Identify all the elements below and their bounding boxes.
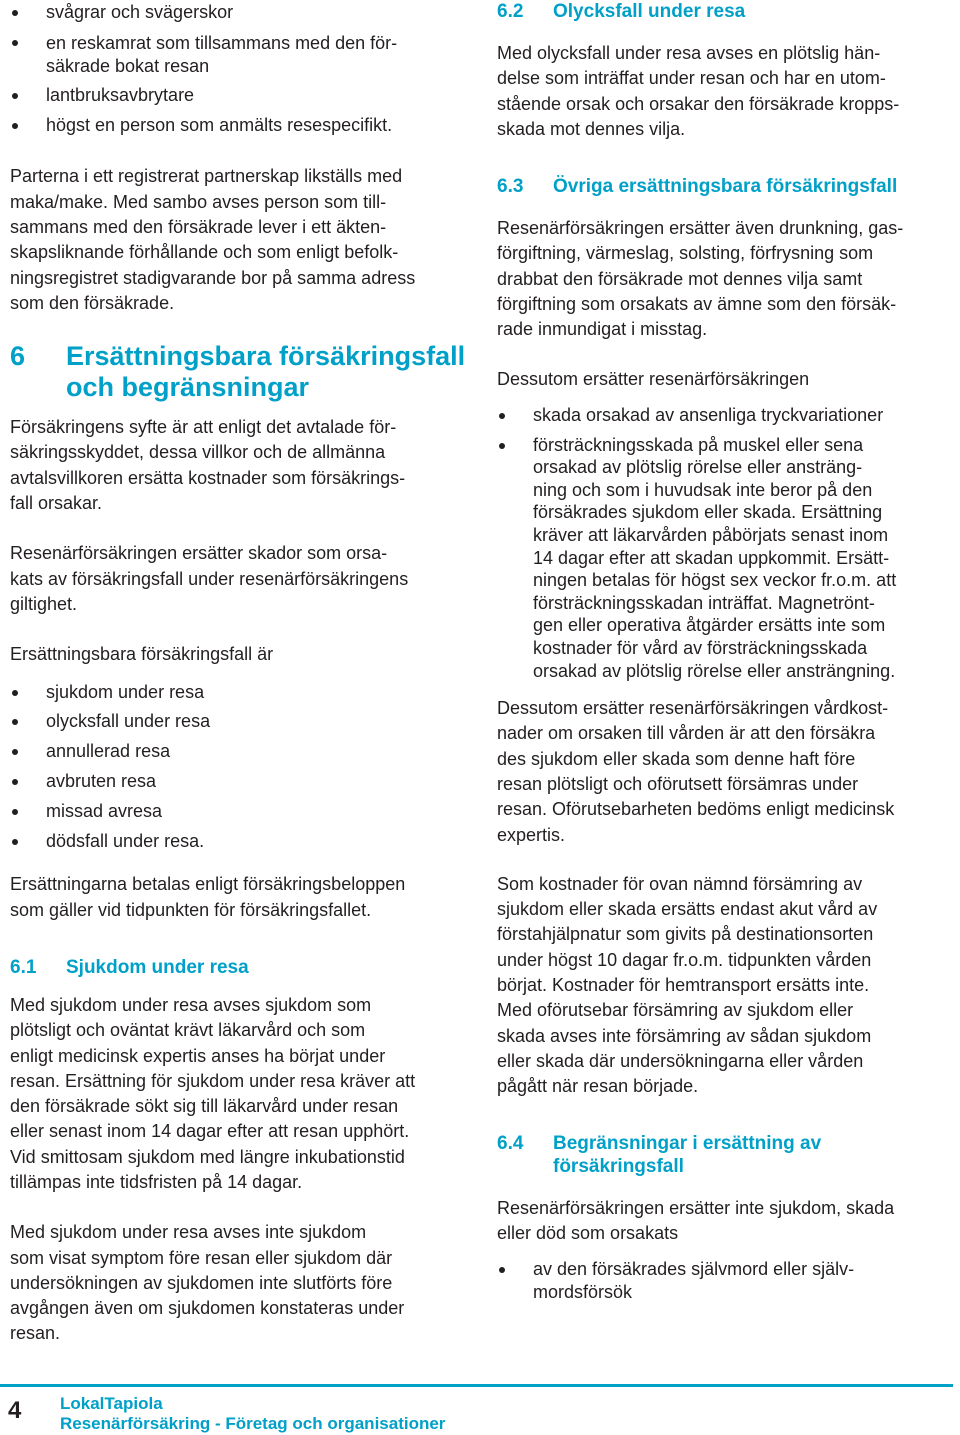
list-item: sjukdom under resa — [10, 678, 472, 708]
list-item: högst en person som anmälts resespecifikt. — [10, 111, 472, 141]
list-item: annullerad resa — [10, 737, 472, 767]
list-item: en reskamrat som tillsammans med den för- säkrade bokat resan — [10, 28, 472, 81]
section-6-1-heading — [10, 956, 472, 979]
section-6-2-text: Med olycksfall under resa avses en plötslig hän- delse som inträffat under resan och har en utom- stående orsak och orsakar den försäkrade kropps- skada mot dennes vilja. — [497, 43, 900, 139]
footer-title — [60, 1394, 445, 1434]
section-6-3-text: Resenärförsäkringen ersätter även drunkning, gas- förgiftning, värmeslag, solsting, förfrysning som drabbat den försäkrade mot dennes vilja samt förgiftning som orsakats av ämne som den försäk- rade inmundigat i misstag. — [497, 218, 904, 340]
limitations-list — [497, 1258, 953, 1303]
section-6-4-heading — [497, 1132, 953, 1178]
section-6-purpose: Försäkringens syfte är att enligt det avtalade för- säkringsskyddet, dessa villkor och de allmänna avtalsvillkoren ersätta kostnader som försäkrings- fall orsakar. — [10, 417, 406, 514]
list-item: försträckningsskada på muskel eller sena orsakad av plötslig rörelse eller ansträng- ning och som i huvudsak inte beror på den försäkrades sjukdom eller skada. Ersättning kräver att läkarvården påbörjats senast inom 14 dagar efter att skadan uppkommit. Ersätt- ningen betalas för högst sex veckor fr.o.m. att försträckningsskadan inträffat. Magnetrönt- gen eller operativa åtgärder ersätts inte som kostnader för vård av försträckningsskada orsakad av plötslig rörelse eller ansträngning. — [497, 434, 953, 683]
section-6-scope: Resenärförsäkringen ersätter skador som orsa- kats av försäkringsfall under resenärförsäkringens giltighet. — [10, 543, 409, 614]
section-6-3-heading — [497, 175, 953, 198]
section-6-1-text: Med sjukdom under resa avses sjukdom som plötsligt och oväntat krävt läkarvård och som enligt medicinsk expertis anses ha börjat under resan. Ersättning för sjukdom under resa kräver att den försäkrade sökt sig till läkarvård under resan eller senast inom 14 dagar efter att resan upphört. Vid smittosam sjukdom med längre inkubationstid tillämpas inte tidsfristen på 14 dagar. — [10, 994, 416, 1192]
partner-paragraph: Parterna i ett registrerat partnerskap likställs med maka/make. Med sambo avses person som till- sammans med den försäkrade lever i ett äkten- skapsliknande förhållande och som enligt befolk- ningsregistret stadigvarande bor på samma adress som den försäkrade. — [10, 166, 416, 313]
section-title: Övriga ersättningsbara försäkringsfall — [553, 176, 898, 198]
section-title: Begränsningar i ersättning av försäkringsfall — [553, 1132, 822, 1177]
right-column — [497, 0, 953, 1327]
section-6-3-care-costs: Dessutom ersätter resenärförsäkringen vårdkost- nader om orsaken till vården är att den försäkra des sjukdom eller skada som denne haft före resan plötsligt och oförutsett försämras under resan. Oförutsebarheten bedöms enligt medicinsk expertis. — [497, 698, 895, 845]
list-item: missad avresa — [10, 797, 472, 827]
section-number: 6.2 — [497, 1, 524, 22]
section-6-4-text: Resenärförsäkringen ersätter inte sjukdom, skada eller död som orsakats — [497, 1197, 895, 1243]
list-item: svågrar och svägerskor — [10, 0, 472, 28]
section-6-3-list-intro: Dessutom ersätter resenärförsäkringen — [497, 368, 810, 389]
insured-events-list — [10, 678, 472, 857]
footer-divider — [0, 1384, 953, 1387]
list-item: av den försäkrades självmord eller själv- mordsförsök — [497, 1258, 953, 1303]
section-number: 6 — [10, 341, 26, 372]
section-title: Sjukdom under resa — [66, 956, 249, 978]
list-item: dödsfall under resa. — [10, 827, 472, 857]
relatives-list — [10, 0, 472, 140]
left-column — [10, 0, 472, 1372]
section-number: 6.3 — [497, 176, 524, 198]
section-number: 6.4 — [497, 1132, 524, 1154]
list-item: skada orsakad av ansenliga tryckvariationer — [497, 404, 953, 427]
document-title: Resenärförsäkring - Företag och organisationer — [60, 1414, 446, 1433]
list-item: lantbruksavbrytare — [10, 81, 472, 111]
section-6-payment: Ersättningarna betalas enligt försäkringsbeloppen som gäller vid tidpunkten för försäkringsfallet. — [10, 874, 406, 920]
page-number: 4 — [8, 1397, 22, 1424]
additional-events-list — [497, 404, 953, 682]
section-number: 6.1 — [10, 956, 37, 978]
section-6-1-exclusion: Med sjukdom under resa avses inte sjukdom som visat symptom före resan eller sjukdom där undersökningen av sjukdomen inte slutförts före avgången även om sjukdomen konstateras under resan. — [10, 1222, 405, 1344]
section-6-3-first-aid: Som kostnader för ovan nämnd försämring av sjukdom eller skada ersätts endast akut vård av förstahjälpnatur som givits på destinationsorten under högst 10 dagar fr.o.m. tidpunkten vården börjat. Kostnader för hemtransport ersätts inte. Med oförutsebar försämring av sjukdom eller skada avses inte försämring av sådan sjukdom eller skada där undersökningarna eller vården pågått när resan började. — [497, 873, 878, 1097]
section-title: Ersättningsbara försäkringsfall och begränsningar — [66, 341, 466, 403]
section-6-2-heading — [497, 0, 953, 23]
list-item: olycksfall under resa — [10, 707, 472, 737]
section-6-list-intro: Ersättningsbara försäkringsfall är — [10, 644, 274, 665]
section-6-heading — [10, 341, 472, 403]
list-item: avbruten resa — [10, 767, 472, 797]
section-title: Olycksfall under resa — [553, 1, 746, 22]
brand-name: LokalTapiola — [60, 1394, 163, 1413]
